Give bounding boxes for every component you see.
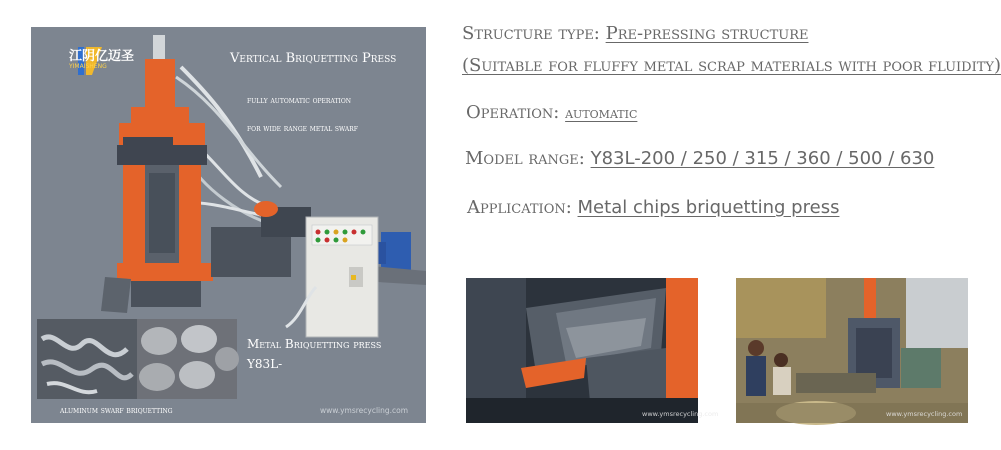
model-range-spec bbox=[465, 148, 934, 169]
brand-name: 江阴亿迈圣 bbox=[69, 49, 135, 64]
operation-spec bbox=[466, 102, 637, 123]
structure-type-note: (Suitable for fluffy metal scrap materials with poor fluidity) bbox=[462, 55, 1001, 76]
operation-value: automatic bbox=[565, 104, 638, 122]
application-value: Metal chips briquetting press bbox=[577, 197, 840, 218]
hopper-photo bbox=[466, 278, 719, 423]
brand-subtitle: YIMAISHENG bbox=[69, 63, 107, 70]
application-spec bbox=[467, 197, 839, 218]
factory-site-illustration bbox=[736, 278, 968, 423]
product-showcase-panel bbox=[31, 27, 426, 423]
structure-type-label: Structure type: bbox=[462, 23, 600, 44]
model-title: Metal Briquetting press bbox=[247, 337, 382, 351]
application-label: Application: bbox=[467, 197, 572, 218]
panel-feature-line: for wide range metal swarf bbox=[247, 124, 358, 134]
structure-type-spec bbox=[462, 23, 808, 44]
panel-feature-line: fully automatic operation bbox=[247, 96, 351, 106]
hopper-illustration bbox=[466, 278, 698, 423]
model-code: Y83L- bbox=[247, 357, 283, 371]
factory-site-photo bbox=[736, 278, 968, 423]
model-range-value: Y83L-200 / 250 / 315 / 360 / 500 / 630 bbox=[590, 148, 935, 169]
swarf-briquette-photos bbox=[37, 319, 237, 399]
panel-title: Vertical Briquetting Press bbox=[230, 51, 397, 66]
structure-type-value: Pre-pressing structure bbox=[605, 23, 809, 44]
website-watermark: www.ymsrecycling.com bbox=[320, 406, 409, 415]
operation-label: Operation: bbox=[466, 102, 560, 123]
photo-watermark: www.ymsrecycling.com bbox=[886, 410, 963, 418]
model-range-label: Model range: bbox=[465, 148, 585, 169]
swarf-caption: aluminum swarf briquetting bbox=[60, 406, 173, 416]
photo-watermark: www.ymsrecycling.com bbox=[642, 410, 719, 418]
